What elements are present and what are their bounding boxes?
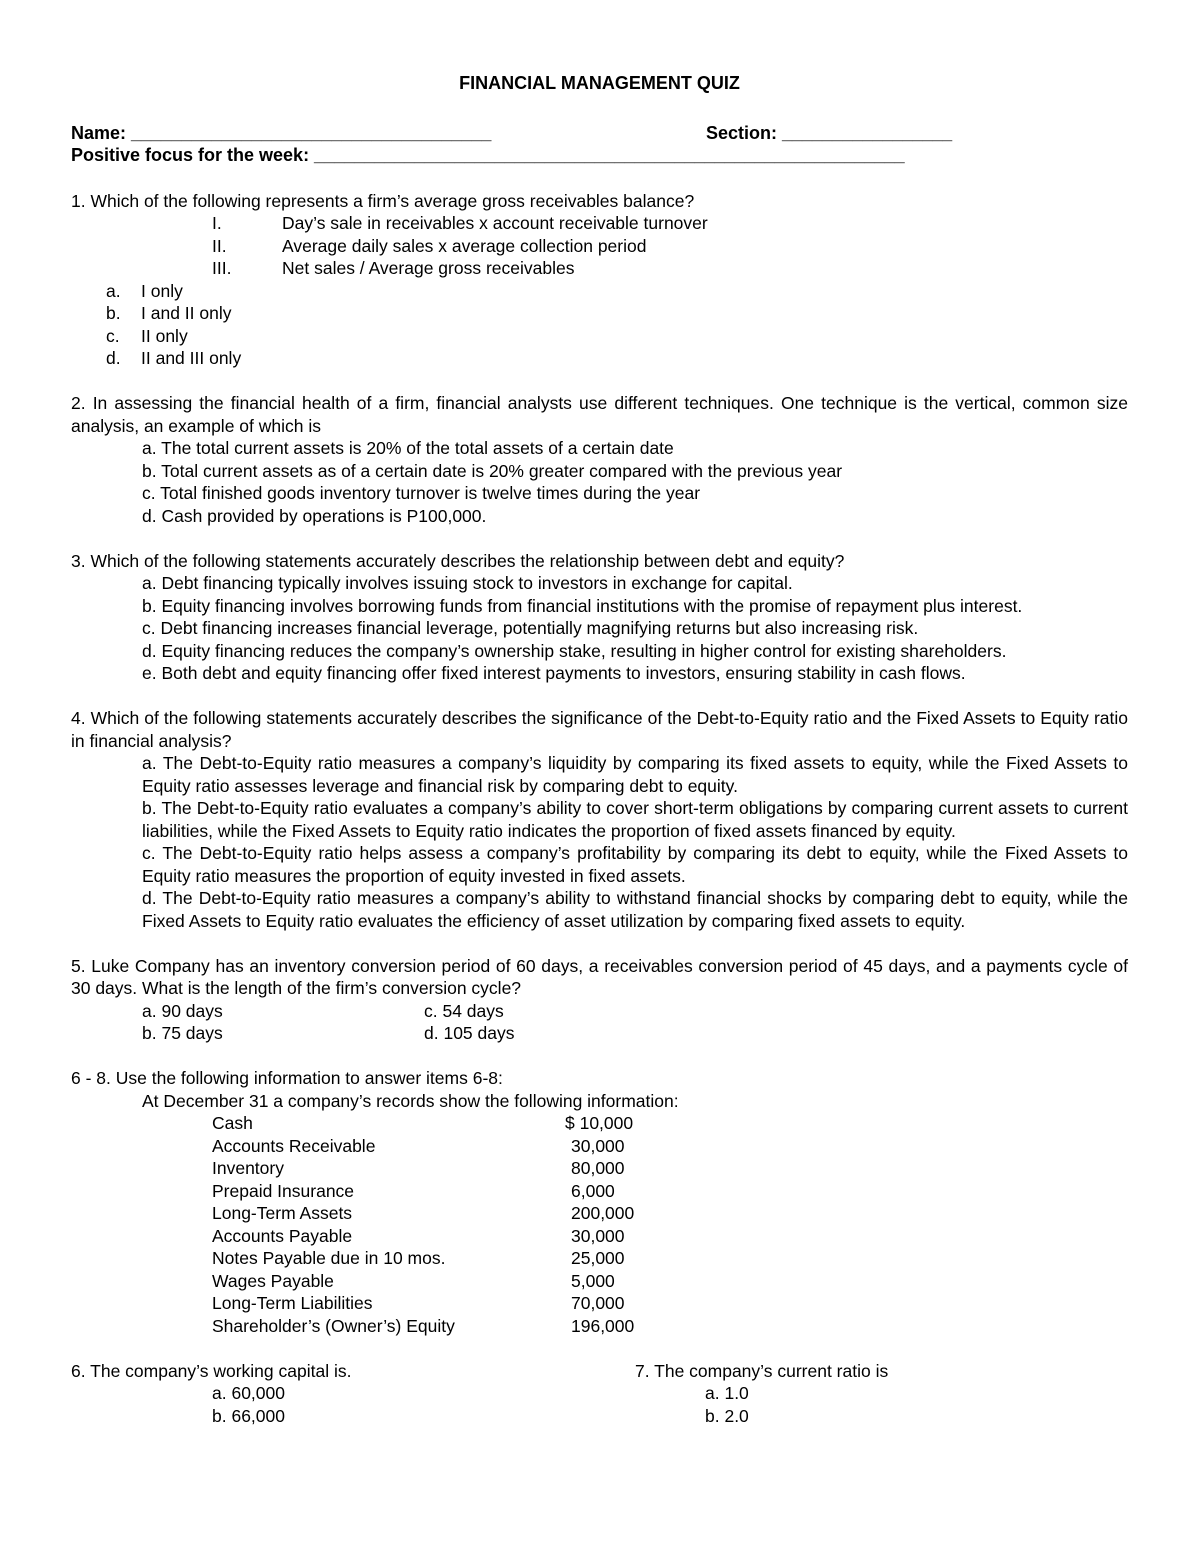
financial-value: 30,000 [571, 1135, 625, 1156]
q7-option-b: b. 2.0 [705, 1405, 749, 1426]
financial-value: $ 10,000 [565, 1113, 634, 1133]
question-1 [71, 190, 1128, 370]
q3-option-b: b. Equity financing involves borrowing funds from financial institutions with the promise of repayment plus interest. [142, 595, 1023, 616]
quiz-content [71, 72, 1128, 1427]
financial-label: Accounts Receivable [212, 1135, 376, 1156]
question-3-text: 3. Which of the following statements accurately describes the relationship between debt and equity? [71, 550, 845, 571]
q5-options-row-1 [71, 1000, 1128, 1023]
page-title: FINANCIAL MANAGEMENT QUIZ [459, 73, 740, 93]
financial-label: Long-Term Liabilities [212, 1293, 373, 1313]
q3-option-a: a. Debt financing typically involves issuing stock to investors in exchange for capital. [142, 573, 793, 593]
q1-statement [71, 212, 1128, 235]
q68-lead: At December 31 a company’s records show the following information: [142, 1090, 679, 1111]
financial-row [71, 1270, 1128, 1293]
financial-label: Long-Term Assets [212, 1203, 353, 1223]
q7-option-a: a. 1.0 [705, 1383, 749, 1403]
option-text: II and III only [141, 348, 242, 368]
q6-option-b: b. 66,000 [212, 1405, 285, 1426]
q2-option-d: d. Cash provided by operations is P100,000. [142, 505, 487, 526]
option-letter: b. [106, 303, 121, 323]
financial-row [71, 1292, 1128, 1315]
financial-row [71, 1247, 1128, 1270]
option-letter: a. [106, 280, 121, 301]
q4-option-d: d. The Debt-to-Equity ratio measures a company’s ability to withstand financial shocks by comparing debt to equity, while the Fixed Assets to Equity ratio evaluates the efficiency of asset utilization by comparing fixed assets to equity. [142, 888, 1128, 931]
question-2 [71, 392, 1128, 527]
q1-statement [71, 235, 1128, 258]
option-letter: d. [106, 348, 121, 368]
q5-option-b: b. 75 days [142, 1023, 223, 1043]
questions-6-7 [71, 1360, 1128, 1428]
q4-option-b: b. The Debt-to-Equity ratio evaluates a company’s ability to cover short-term obligations by comparing current assets to current liabilities, while the Fixed Assets to Equity ratio indicates the proportion of fixed assets financed by equity. [142, 798, 1128, 841]
financial-label: Wages Payable [212, 1270, 334, 1291]
financial-label: Accounts Payable [212, 1225, 353, 1246]
financial-value: 200,000 [571, 1203, 635, 1223]
financial-value: 25,000 [571, 1248, 625, 1268]
q3-option-e: e. Both debt and equity financing offer fixed interest payments to investors, ensuring stability in cash flows. [142, 663, 966, 683]
option-text: I and II only [141, 303, 232, 323]
header-row [71, 122, 1128, 145]
question-2-text: 2. In assessing the financial health of a firm, financial analysts use different techniques. One technique is the vertical, common size analysis, an example of which is [71, 393, 1128, 436]
q1-option [71, 280, 1128, 303]
statement-number: I. [212, 213, 222, 233]
q5-option-a: a. 90 days [142, 1000, 223, 1021]
q1-option [71, 347, 1128, 370]
q6-option-a: a. 60,000 [212, 1383, 285, 1403]
financial-row [71, 1135, 1128, 1158]
financial-row [71, 1202, 1128, 1225]
question-4 [71, 707, 1128, 932]
q68-intro: 6 - 8. Use the following information to answer items 6-8: [71, 1068, 503, 1088]
statement-text: Average daily sales x average collection period [282, 235, 647, 256]
q2-option-a: a. The total current assets is 20% of the total assets of a certain date [142, 438, 674, 458]
financial-label: Cash [212, 1113, 253, 1133]
question-5-text: 5. Luke Company has an inventory conversion period of 60 days, a receivables conversion period of 45 days, and a payments cycle of 30 days. What is the length of the firm’s conversion cycle? [71, 955, 1128, 998]
financial-row [71, 1315, 1128, 1338]
financial-value: 70,000 [571, 1293, 625, 1313]
financial-label: Inventory [212, 1158, 284, 1178]
q3-option-c: c. Debt financing increases financial leverage, potentially magnifying returns but also increasing risk. [142, 618, 919, 638]
q5-option-c: c. 54 days [424, 1000, 504, 1021]
financial-row [71, 1157, 1128, 1180]
financial-value: 196,000 [571, 1315, 635, 1336]
question-7 [635, 1360, 1128, 1428]
option-letter: c. [106, 325, 120, 346]
question-3 [71, 550, 1128, 685]
option-text: I only [141, 280, 183, 301]
question-5 [71, 955, 1128, 1045]
question-1-text: 1. Which of the following represents a firm’s average gross receivables balance? [71, 190, 695, 211]
question-6-8-info [71, 1067, 1128, 1337]
q1-statement [71, 257, 1128, 280]
q5-option-d: d. 105 days [424, 1023, 515, 1043]
q1-option [71, 302, 1128, 325]
financial-value: 5,000 [571, 1270, 615, 1291]
q4-option-c: c. The Debt-to-Equity ratio helps assess a company’s profitability by comparing its debt to equity, while the Fixed Assets to Equity ratio measures the proportion of equity invested in fixed assets. [142, 843, 1128, 886]
option-text: II only [141, 325, 188, 346]
statement-text: Day’s sale in receivables x account receivable turnover [282, 213, 708, 233]
q5-options-row-2 [71, 1022, 1128, 1045]
q2-option-c: c. Total finished goods inventory turnover is twelve times during the year [142, 483, 701, 503]
q3-option-d: d. Equity financing reduces the company’s ownership stake, resulting in higher control for existing shareholders. [142, 640, 1007, 661]
statement-number: III. [212, 258, 232, 278]
question-6-text: 6. The company’s working capital is. [71, 1360, 352, 1381]
financial-value: 6,000 [571, 1180, 615, 1201]
financial-label: Notes Payable due in 10 mos. [212, 1248, 446, 1268]
q2-option-b: b. Total current assets as of a certain date is 20% greater compared with the previous year [142, 460, 843, 481]
name-field-label: Name: ____________________________________ [71, 122, 492, 143]
q4-option-a: a. The Debt-to-Equity ratio measures a company’s liquidity by comparing its fixed assets to equity, while the Fixed Assets to Equity ratio assesses leverage and financial risk by comparing debt to equity. [142, 753, 1128, 796]
financial-value: 80,000 [571, 1158, 625, 1178]
q1-option [71, 325, 1128, 348]
section-field-label: Section: _________________ [706, 122, 953, 143]
statement-text: Net sales / Average gross receivables [282, 258, 575, 278]
financial-row [71, 1180, 1128, 1203]
financial-label: Prepaid Insurance [212, 1180, 355, 1201]
financial-row [71, 1225, 1128, 1248]
focus-field-label: Positive focus for the week: ___________________________________________________________ [71, 145, 905, 165]
question-6 [71, 1360, 635, 1428]
financial-value: 30,000 [571, 1225, 625, 1246]
financial-row [71, 1112, 1128, 1135]
question-4-text: 4. Which of the following statements accurately describes the significance of the Debt-to-Equity ratio and the Fixed Assets to Equity ratio in financial analysis? [71, 708, 1128, 751]
financial-label: Shareholder’s (Owner’s) Equity [212, 1315, 455, 1336]
question-7-text: 7. The company’s current ratio is [635, 1360, 889, 1381]
statement-number: II. [212, 235, 227, 256]
